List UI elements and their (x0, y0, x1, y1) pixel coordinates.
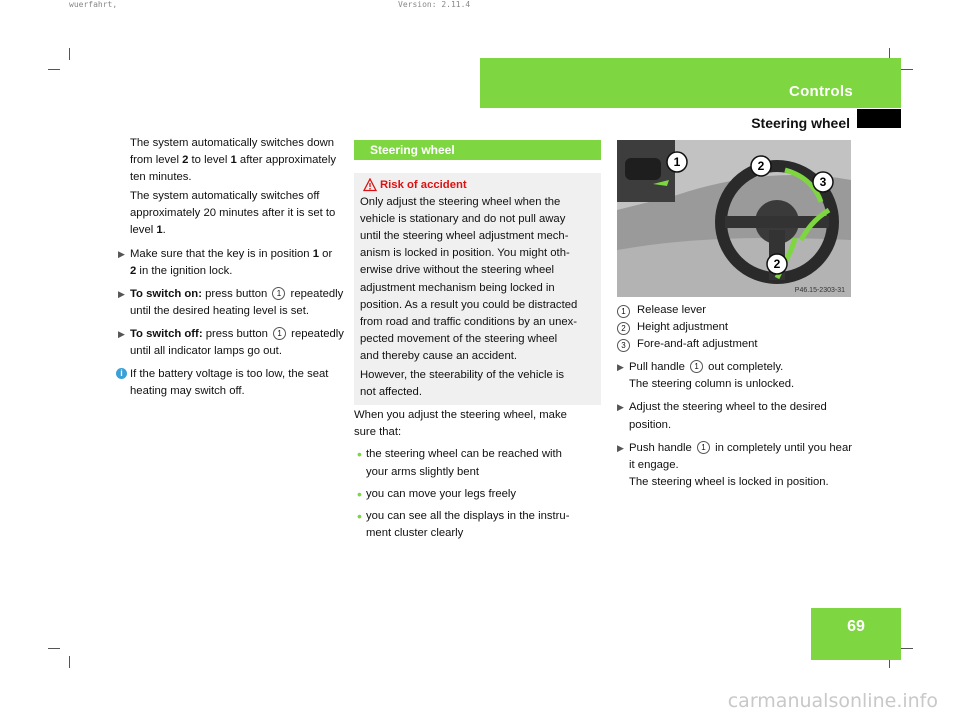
warning-heading: Risk of accident (360, 177, 595, 194)
bullet-item (354, 446, 601, 480)
page-number: 69 (811, 608, 901, 660)
info-note: i If the battery voltage is too low, the seat heating may switch off. (118, 366, 356, 400)
warning-box (354, 173, 601, 405)
crop-mark (901, 69, 913, 70)
callout-number: 3 (617, 339, 630, 352)
text-line: you can see all the displays in the instru- (366, 509, 570, 522)
section-name: Controls (788, 83, 853, 100)
bullet-item (354, 486, 601, 503)
callout-number: 1 (272, 287, 285, 300)
text-line: The system automatically switches off (130, 190, 320, 203)
photo-callout: 3 (819, 175, 827, 189)
text-line: ment cluster clearly (366, 526, 464, 539)
legend-text: Release lever (637, 304, 707, 316)
legend-item (617, 336, 854, 353)
arrow-icon: ▶ (118, 248, 125, 259)
callout-number: 1 (690, 360, 703, 373)
crop-mark (48, 648, 60, 649)
text-line: level 1. (130, 224, 166, 237)
section-title-bar: Steering wheel (354, 140, 601, 160)
column-2 (354, 140, 601, 542)
instruction-step: ▶ Adjust the steering wheel to the desired position. (617, 401, 827, 431)
bullet-list (354, 446, 601, 541)
crop-mark (69, 656, 70, 668)
print-info-left: wuerfahrt, (69, 0, 118, 9)
crop-mark (901, 648, 913, 649)
text-line: your arms slightly bent (366, 465, 480, 478)
text-line: not affected. (360, 386, 422, 399)
arrow-icon: ▶ (617, 362, 624, 373)
legend-list (617, 302, 854, 353)
warning-line: anism is locked in position. You might oth- (360, 247, 570, 260)
warning-line: from road and traffic conditions by an unex- (360, 315, 578, 328)
warning-line: until the steering wheel adjustment mech- (360, 230, 569, 243)
photo-code: P46.15-2303-31 (794, 287, 845, 294)
warning-line: position. As a result you could be distracted (360, 298, 578, 311)
text-line: However, the steerability of the vehicle is (360, 369, 565, 382)
warning-text (360, 194, 595, 365)
column-1 (118, 135, 356, 400)
bullet-icon: • (357, 485, 362, 502)
text-line: you can move your legs freely (366, 487, 517, 500)
crop-mark (69, 48, 70, 60)
warning-line: erwise drive without the steering wheel (360, 264, 555, 277)
warning-line: Only adjust the steering wheel when the (360, 196, 561, 209)
photo-callout: 1 (673, 155, 681, 169)
crop-mark (48, 69, 60, 70)
steering-wheel-illustration (617, 140, 851, 297)
text-line: from level 2 to level 1 after approximately (130, 154, 336, 167)
photo-callout: 2 (757, 159, 765, 173)
arrow-icon: ▶ (118, 288, 125, 299)
text-line: ten minutes. (130, 171, 192, 184)
warning-triangle-icon (363, 178, 377, 192)
watermark: carmanualsonline.info (727, 690, 938, 712)
arrow-icon: ▶ (617, 442, 624, 453)
arrow-icon: ▶ (118, 328, 125, 339)
bullet-icon: • (357, 507, 362, 524)
legend-text: Height adjustment (637, 321, 729, 334)
steering-wheel-photo (617, 140, 851, 297)
instruction-step: ▶ Make sure that the key is in position 1 or 2 in the ignition lock. (118, 247, 333, 277)
print-version: Version: 2.11.4 (398, 0, 471, 9)
page-title: Steering wheel (751, 115, 850, 131)
text-line: The system automatically switches down (130, 137, 335, 149)
instruction-step: ▶ To switch off: press button 1 repeatedly until all indicator lamps go out. (118, 327, 344, 358)
arrow-icon: ▶ (617, 402, 624, 413)
text-line: approximately 20 minutes after it is set to (130, 207, 336, 220)
adjust-intro: When you adjust the steering wheel, make sure that: (354, 409, 567, 439)
callout-number: 1 (617, 305, 630, 318)
title-marker (857, 109, 901, 128)
warning-line: adjustment mechanism being locked in (360, 281, 555, 294)
instruction-step: ▶ Push handle 1 in completely until you hear it engage. The steering wheel is locked in position. (617, 441, 852, 488)
legend-text: Fore-and-aft adjustment (637, 338, 758, 351)
legend-item (617, 319, 854, 336)
paragraph-auto-down (118, 135, 356, 240)
bullet-item (354, 508, 601, 542)
column-3 (617, 140, 854, 491)
callout-number: 1 (273, 327, 286, 340)
warning-line: pected movement of the steering wheel (360, 332, 558, 345)
callout-number: 2 (617, 322, 630, 335)
bullet-icon: • (357, 446, 362, 463)
instruction-step: ▶ Pull handle 1 out completely. The steering column is unlocked. (617, 361, 795, 391)
text-line: the steering wheel can be reached with (366, 448, 562, 461)
warning-line: vehicle is stationary and do not pull away (360, 213, 566, 226)
instruction-step: ▶ To switch on: press button 1 repeatedly until the desired heating level is set. (118, 287, 344, 317)
warning-line: and thereby cause an accident. (360, 349, 518, 362)
info-icon: i (116, 368, 127, 379)
legend-item (617, 302, 854, 319)
photo-callout: 2 (773, 257, 781, 271)
callout-number: 1 (697, 441, 710, 454)
